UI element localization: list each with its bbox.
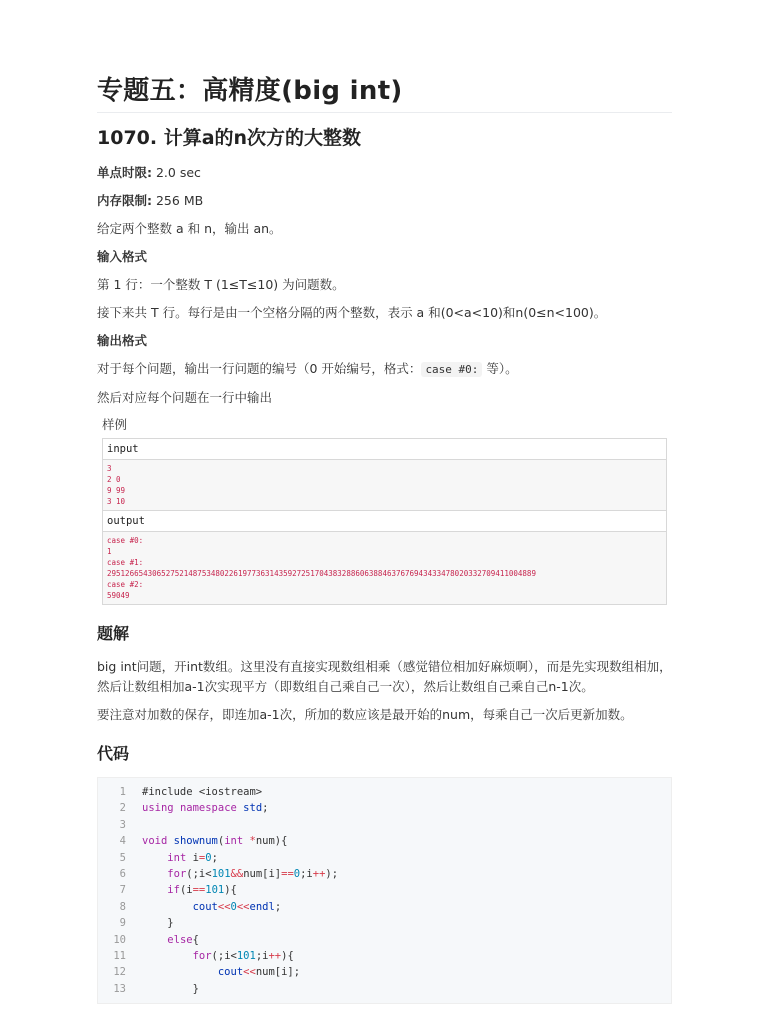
- code-text: cout<<0<<endl;: [192, 900, 282, 913]
- output-format-label: 输出格式: [97, 333, 148, 348]
- solution-title: 题解: [97, 624, 130, 643]
- sample-input-text[interactable]: 3 2 0 9 99 3 10: [103, 460, 666, 511]
- line-number: 12: [113, 966, 126, 979]
- problem-description: 给定两个整数 a 和 n，输出 an。: [97, 221, 282, 236]
- line-number: 10: [113, 933, 126, 946]
- line-number: 5: [119, 851, 126, 864]
- line-number: 6: [119, 868, 126, 881]
- code-block[interactable]: [97, 777, 672, 1004]
- code-line: [98, 833, 671, 849]
- code-text: using namespace std;: [142, 802, 269, 815]
- code-line: [98, 817, 671, 833]
- code-text: }: [142, 982, 199, 995]
- line-number: 4: [119, 835, 126, 848]
- memory-limit-value: 256 MB: [155, 193, 204, 208]
- code-text: cout<<num[i];: [217, 966, 301, 979]
- solution-paragraph-2: 要注意对加数的保存，即连加a-1次，所加的数应该是最开始的num，每乘自己一次后更新加数。: [97, 707, 633, 722]
- memory-limit: [97, 191, 672, 211]
- line-number: 11: [113, 950, 126, 963]
- code-line: [98, 915, 671, 931]
- code-line: [98, 964, 671, 980]
- sample-table: [102, 438, 667, 605]
- input-format-line-2: 接下来共 T 行。每行是由一个空格分隔的两个整数，表示 a 和(0<a<10)和n(0≤n<100)。: [97, 305, 607, 320]
- sample-title: 样例: [102, 417, 128, 432]
- output-format-line-2: 然后对应每个问题在一行中输出: [97, 390, 273, 405]
- code-line: [98, 948, 671, 964]
- code-line: [98, 866, 671, 882]
- document-content: [97, 74, 672, 1004]
- time-limit-value: 2.0 sec: [155, 165, 201, 180]
- line-number: 7: [119, 884, 126, 897]
- line-number: 8: [119, 900, 126, 913]
- output-format-text: 对于每个问题，输出一行问题的编号（0 开始编号，格式：: [97, 361, 422, 376]
- code-title: 代码: [97, 744, 130, 763]
- code-line: [98, 882, 671, 898]
- code-text: if(i==101){: [167, 884, 237, 897]
- page-title: 专题五：高精度(big int): [97, 74, 672, 113]
- code-text: void shownum(int *num){: [142, 835, 288, 848]
- sample-input-label: input: [103, 439, 666, 460]
- line-number: 13: [113, 982, 126, 995]
- output-format-line-1: [97, 359, 672, 380]
- line-number: 2: [119, 802, 126, 815]
- memory-limit-label: 内存限制:: [97, 193, 152, 208]
- time-limit-label: 单点时限:: [97, 165, 152, 180]
- output-format-text-end: 等）。: [482, 361, 518, 376]
- code-text: else{: [167, 933, 199, 946]
- code-line: [98, 981, 671, 997]
- solution-paragraph-1: big int问题，开int数组。这里没有直接实现数组相乘（感觉错位相加好麻烦啊），而是先实现数组相加，然后让数组相加a-1次实现平方（即数组自己乘自己一次），然后让数组自己乘自己n-1次。: [97, 659, 672, 694]
- input-format-line-1: 第 1 行：一个整数 T (1≤T≤10) 为问题数。: [97, 277, 345, 292]
- code-text: int i=0;: [167, 851, 218, 864]
- case-format-code: case #0:: [421, 362, 482, 377]
- code-text: for(;i<101&&num[i]==0;i++);: [167, 868, 339, 881]
- code-line: [98, 932, 671, 948]
- problem-title: 1070. 计算a的n次方的大整数: [97, 127, 362, 149]
- code-line: [98, 784, 671, 800]
- code-text: #include <iostream>: [142, 786, 263, 798]
- sample-output-label: output: [103, 511, 666, 532]
- code-line: [98, 850, 671, 866]
- code-line: [98, 800, 671, 816]
- code-line: [98, 899, 671, 915]
- time-limit: [97, 163, 672, 183]
- line-number: 3: [119, 818, 126, 831]
- sample-output-text[interactable]: case #0: 1 case #1: 29512665430652752148753480226197736314359272517043832886063884637676943433478020332709411004889 case #2: 59049: [103, 532, 666, 604]
- sample-box: [102, 416, 667, 605]
- code-text: }: [142, 917, 174, 930]
- input-format-label: 输入格式: [97, 249, 148, 264]
- code-text: for(;i<101;i++){: [192, 950, 294, 963]
- line-number: 9: [119, 917, 126, 930]
- line-number: 1: [119, 786, 126, 798]
